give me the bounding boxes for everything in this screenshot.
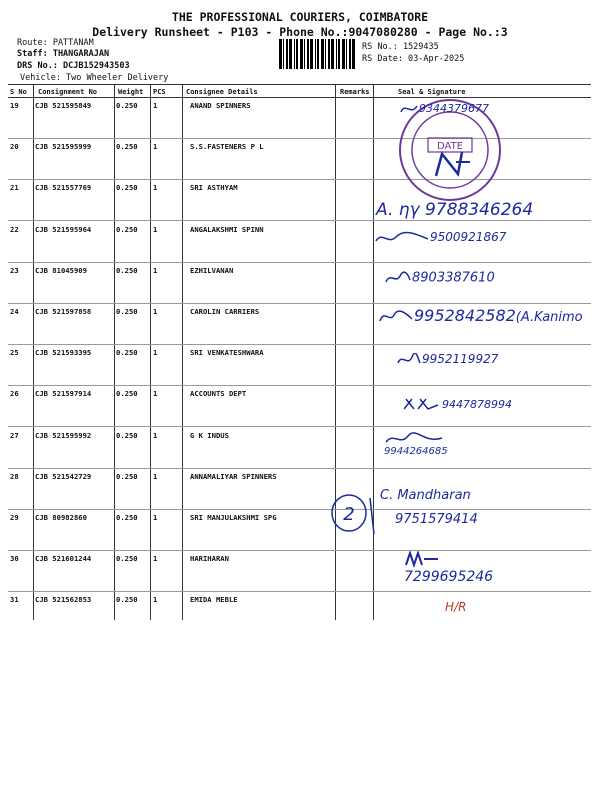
cell-consignment: CJB 521595849 [35, 101, 92, 110]
barcode-bar [349, 39, 351, 69]
table-row [0, 431, 600, 472]
barcode-bar [315, 39, 316, 69]
cell-consignee: HARIHARAN [190, 554, 229, 564]
cell-consignment: CJB 521595964 [35, 224, 92, 234]
cell-consignment: CJB 521542729 [35, 471, 92, 481]
cell-consignee: CAROLIN CARRIERS [190, 307, 260, 316]
barcode-bar [294, 39, 295, 69]
signature-row-27: 9944264685 [384, 432, 448, 457]
signature-row-22: 9500921867 [374, 230, 506, 245]
signature-row-21: A. ηγ 9788346264 [376, 200, 534, 220]
cell-consignment: CJB 521601244 [35, 554, 92, 564]
cell-sno: 26 [10, 389, 19, 399]
barcode-bar [310, 39, 313, 69]
row-divider [8, 591, 591, 592]
cell-pcs: 1 [153, 389, 158, 399]
barcode-bar [283, 39, 284, 69]
barcode [279, 39, 357, 69]
cell-consignee: SRI MANJULAKSHMI SPG [190, 513, 277, 522]
company-name: THE PROFESSIONAL COURIERS, COIMBATORE [171, 10, 429, 24]
table-row [0, 595, 600, 636]
cell-consignee: EZHILVANAN [190, 265, 234, 275]
cell-consignment: CJB 521593395 [35, 348, 92, 358]
row-divider [8, 468, 591, 469]
cell-sno: 21 [10, 183, 19, 193]
cell-pcs: 1 [153, 101, 158, 110]
barcode-bar [346, 39, 347, 69]
barcode-bar [300, 39, 303, 69]
cell-sno: 28 [10, 471, 19, 481]
col-pcs: PCS [153, 88, 166, 96]
cell-consignment: CJB 521595992 [35, 430, 92, 440]
row-divider [8, 262, 591, 263]
barcode-bar [336, 39, 337, 69]
row-divider [8, 509, 591, 510]
cell-consignment: CJB 521562853 [35, 595, 92, 605]
cell-sno: 25 [10, 348, 19, 358]
signature-row-19: 9344379677 [399, 102, 489, 116]
cell-weight: 0.250 [116, 389, 138, 399]
barcode-bar [338, 39, 340, 69]
signature-row-25: 9952119927 [396, 352, 498, 367]
cell-consignee: ANGALAKSHMI SPINN [190, 224, 264, 234]
cell-consignment: CJB 521595999 [35, 142, 92, 152]
cell-consignee: ACCOUNTS DEPT [190, 389, 247, 399]
barcode-bar [321, 39, 324, 69]
rs-date: RS Date: 03-Apr-2025 [362, 54, 465, 64]
barcode-bar [279, 39, 282, 69]
cell-weight: 0.250 [116, 513, 138, 522]
cell-consignment: CJB 521557769 [35, 183, 92, 193]
barcode-bar [286, 39, 288, 69]
runsheet-title: Delivery Runsheet - P103 - Phone No.:9047080280 - Page No.:3 [92, 25, 508, 39]
col-consignment: Consignment No [38, 88, 98, 96]
col-weight: Weight [118, 88, 144, 96]
cell-pcs: 1 [153, 471, 158, 481]
cell-pcs: 1 [153, 554, 158, 564]
cell-consignee: S.S.FASTENERS P L [190, 142, 264, 152]
cell-sno: 22 [10, 224, 19, 234]
barcode-bar [328, 39, 330, 69]
cell-consignee: EMIDA MEBLE [190, 595, 238, 605]
signature-row-30: 7299695246 [404, 551, 493, 585]
cell-pcs: 1 [153, 142, 158, 152]
signature-row-28: C. Mandharan [380, 488, 471, 503]
cell-weight: 0.250 [116, 224, 138, 234]
barcode-bar [352, 39, 355, 69]
barcode-bar [307, 39, 309, 69]
cell-sno: 30 [10, 554, 19, 564]
cell-sno: 31 [10, 595, 19, 605]
cell-weight: 0.250 [116, 348, 138, 358]
barcode-bar [331, 39, 334, 69]
table-row [0, 472, 600, 513]
table-row [0, 266, 600, 307]
col-seal: Seal & Signature [398, 88, 466, 96]
signature-row-31: H/R [445, 600, 467, 614]
cell-weight: 0.250 [116, 265, 138, 275]
cell-weight: 0.250 [116, 307, 138, 316]
cell-pcs: 1 [153, 224, 158, 234]
cell-pcs: 1 [153, 430, 158, 440]
cell-pcs: 1 [153, 513, 158, 522]
row-divider [8, 344, 591, 345]
table-row [0, 101, 600, 142]
staff-label: Staff: THANGARAJAN [17, 49, 110, 59]
barcode-bar [342, 39, 345, 69]
table-row [0, 348, 600, 389]
cell-weight: 0.250 [116, 554, 138, 564]
signature-row-23: 8903387610 [384, 270, 495, 286]
cell-pcs: 1 [153, 348, 158, 358]
cell-weight: 0.250 [116, 471, 138, 481]
vehicle-label: Vehicle: Two Wheeler Delivery [20, 73, 169, 83]
barcode-bar [317, 39, 319, 69]
cell-sno: 29 [10, 513, 19, 522]
table-row [0, 513, 600, 554]
cell-sno: 24 [10, 307, 19, 316]
cell-consignee: SRI VENKATESHWARA [190, 348, 264, 358]
table-top-rule [8, 84, 591, 85]
table-row [0, 225, 600, 266]
signature-row-24: 9952842582(A.Kanimo [378, 306, 583, 325]
cell-consignee: SRI ASTHYAM [190, 183, 238, 193]
svg-text:2: 2 [343, 504, 355, 525]
drs-number: DRS No.: DCJB152943503 [17, 61, 130, 71]
cell-consignment: CJB 80982860 [35, 513, 87, 522]
route-label: Route: PATTANAM [17, 38, 94, 48]
cell-consignment: CJB 81045909 [35, 265, 87, 275]
cell-consignee: ANNAMALIYAR SPINNERS [190, 471, 277, 481]
row-divider [8, 550, 591, 551]
barcode-bar [325, 39, 326, 69]
cell-pcs: 1 [153, 307, 158, 316]
cell-pcs: 1 [153, 183, 158, 193]
cell-sno: 27 [10, 430, 19, 440]
cell-weight: 0.250 [116, 595, 138, 605]
barcode-bar [296, 39, 298, 69]
cell-consignee: G K INDUS [190, 430, 229, 440]
table-row [0, 554, 600, 595]
cell-sno: 20 [10, 142, 19, 152]
stamp-word: DATE [436, 141, 464, 152]
remark-bracket [338, 498, 378, 538]
row-divider [8, 385, 591, 386]
cell-consignment: CJB 521597914 [35, 389, 92, 399]
row-divider [8, 426, 591, 427]
col-consignee: Consignee Details [186, 88, 258, 96]
cell-weight: 0.250 [116, 183, 138, 193]
table-row [0, 142, 600, 183]
cell-consignee: ANAND SPINNERS [190, 101, 251, 110]
cell-pcs: 1 [153, 265, 158, 275]
cell-weight: 0.250 [116, 101, 138, 110]
barcode-bar [304, 39, 305, 69]
cell-sno: 23 [10, 265, 19, 275]
row-divider [8, 220, 591, 221]
cell-weight: 0.250 [116, 142, 138, 152]
rs-number: RS No.: 1529435 [362, 42, 439, 52]
cell-consignment: CJB 521597858 [35, 307, 92, 316]
cell-pcs: 1 [153, 595, 158, 605]
signature-row-26: 9447878994 [402, 397, 512, 413]
col-sno: S No [10, 88, 27, 96]
row-divider [8, 303, 591, 304]
signature-row-29: 9751579414 [395, 512, 478, 527]
cell-sno: 19 [10, 101, 19, 110]
col-remarks: Remarks [340, 88, 370, 96]
cell-weight: 0.250 [116, 430, 138, 440]
barcode-bar [289, 39, 292, 69]
